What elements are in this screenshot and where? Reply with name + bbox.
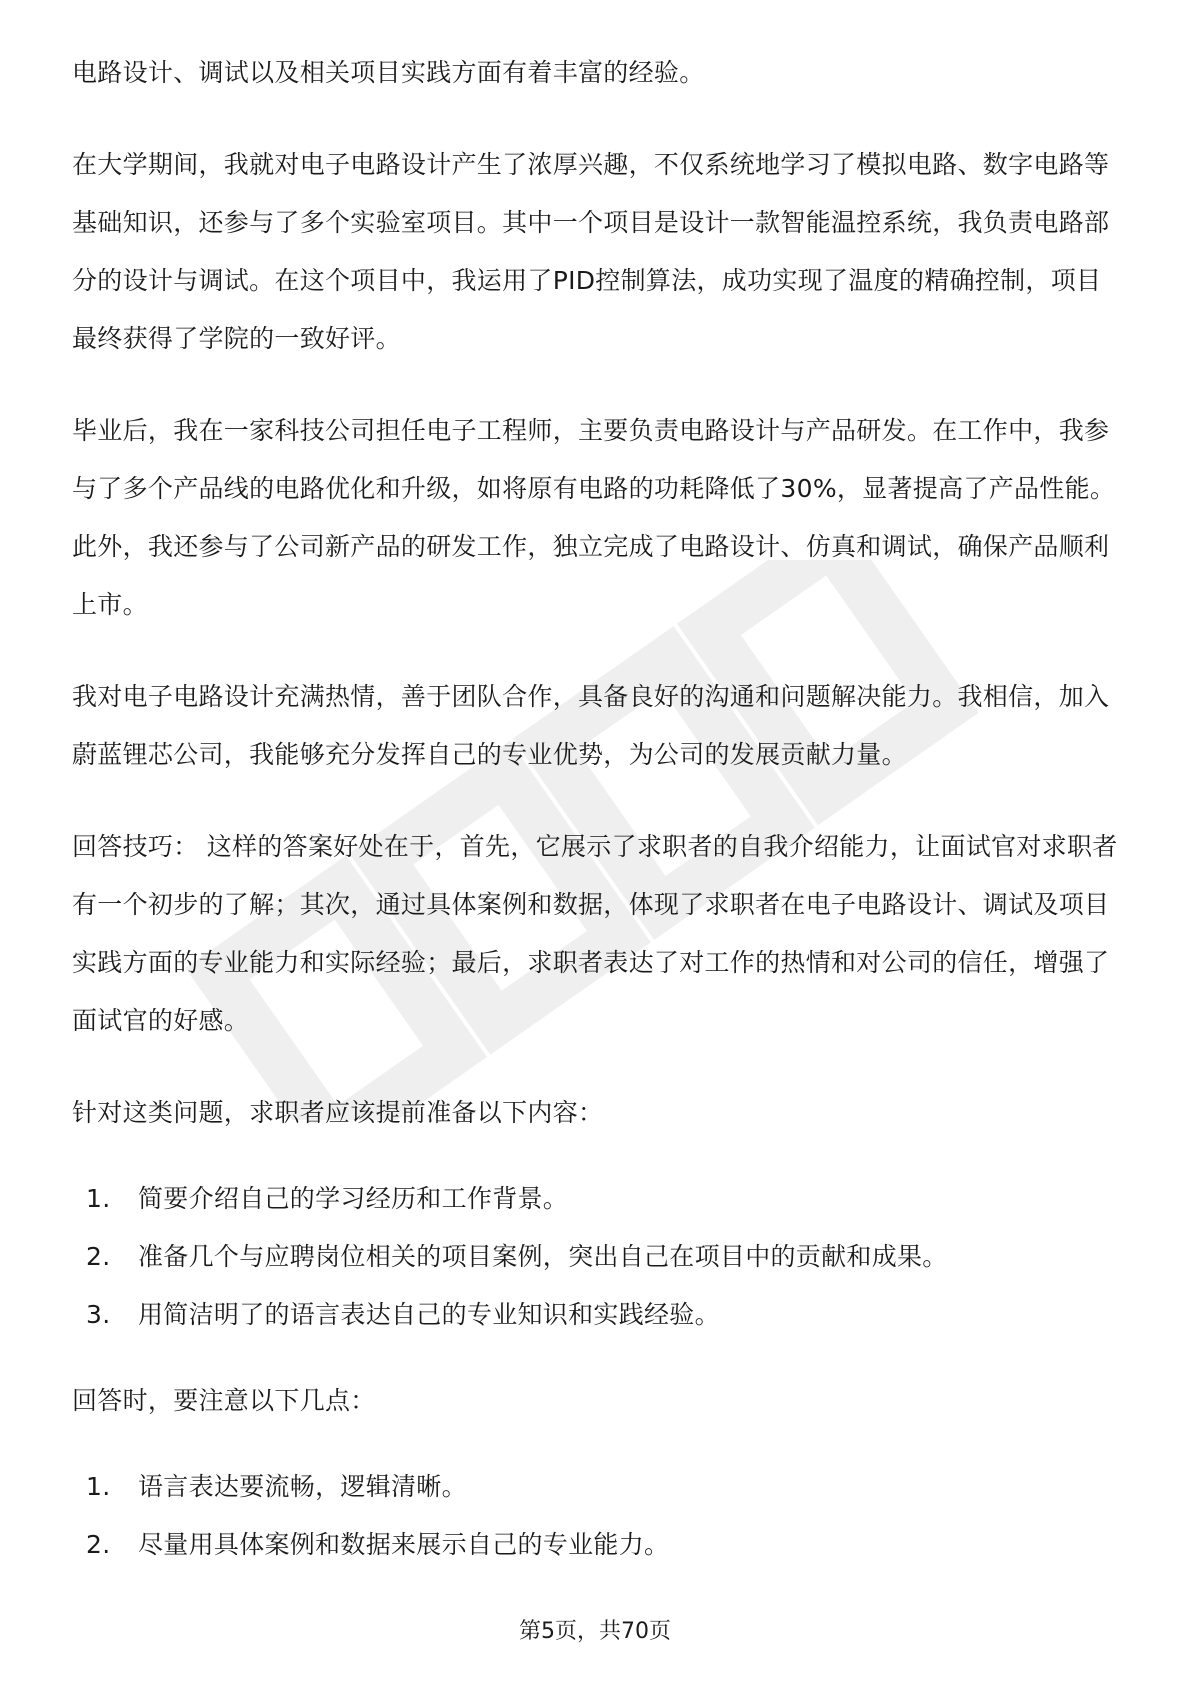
list-item-number: 2. bbox=[86, 1530, 111, 1559]
paragraph-university: 在大学期间，我就对电子电路设计产生了浓厚兴趣，不仅系统地学习了模拟电路、数字电路等基础知识，还参与了多个实验室项目。其中一个项目是设计一款智能温控系统，我负责电路部分的设计与调试。在这个项目中，我运用了PID控制算法，成功实现了温度的精确控制，项目最终获得了学院的一致好评。 bbox=[72, 150, 1110, 353]
list-item-number: 3. bbox=[86, 1300, 111, 1329]
list-item-text: 用简洁明了的语言表达自己的专业知识和实践经验。 bbox=[138, 1300, 720, 1329]
list-item-text: 准备几个与应聘岗位相关的项目案例，突出自己在项目中的贡献和成果。 bbox=[138, 1242, 948, 1271]
list-item-number: 1. bbox=[86, 1184, 111, 1213]
list-item bbox=[72, 1458, 1122, 1516]
list-item-number: 2. bbox=[86, 1242, 111, 1271]
page-number-footer: 第5页，共70页 bbox=[519, 1619, 671, 1644]
paragraph-intro-continuation: 电路设计、调试以及相关项目实践方面有着丰富的经验。 bbox=[72, 58, 705, 87]
list-item-text: 语言表达要流畅，逻辑清晰。 bbox=[138, 1472, 467, 1501]
list-item bbox=[72, 1286, 1122, 1344]
answer-notes-list bbox=[72, 1458, 1122, 1574]
paragraph-answer-notes-heading: 回答时，要注意以下几点： bbox=[72, 1386, 376, 1415]
paragraph-motivation: 我对电子电路设计充满热情，善于团队合作，具备良好的沟通和问题解决能力。我相信，加入蔚蓝锂芯公司，我能够充分发挥自己的专业优势，为公司的发展贡献力量。 bbox=[72, 682, 1110, 769]
document-body bbox=[72, 44, 1122, 1602]
paragraph-preparation-heading: 针对这类问题，求职者应该提前准备以下内容： bbox=[72, 1098, 604, 1127]
list-item-text: 简要介绍自己的学习经历和工作背景。 bbox=[138, 1184, 569, 1213]
list-item bbox=[72, 1516, 1122, 1574]
list-item bbox=[72, 1228, 1122, 1286]
list-item bbox=[72, 1170, 1122, 1228]
list-item-number: 1. bbox=[86, 1472, 111, 1501]
paragraph-career: 毕业后，我在一家科技公司担任电子工程师，主要负责电路设计与产品研发。在工作中，我参与了多个产品线的电路优化和升级，如将原有电路的功耗降低了30%，显著提高了产品性能。此外，我还参与了公司新产品的研发工作，独立完成了电路设计、仿真和调试，确保产品顺利上市。 bbox=[72, 416, 1116, 619]
list-item-text: 尽量用具体案例和数据来展示自己的专业能力。 bbox=[138, 1530, 670, 1559]
preparation-list bbox=[72, 1170, 1122, 1344]
paragraph-answer-tips: 回答技巧： 这样的答案好处在于，首先，它展示了求职者的自我介绍能力，让面试官对求职者有一个初步的了解；其次，通过具体案例和数据，体现了求职者在电子电路设计、调试及项目实践方面的专业能力和实际经验；最后，求职者表达了对工作的热情和对公司的信任，增强了面试官的好感。 bbox=[72, 832, 1118, 1035]
